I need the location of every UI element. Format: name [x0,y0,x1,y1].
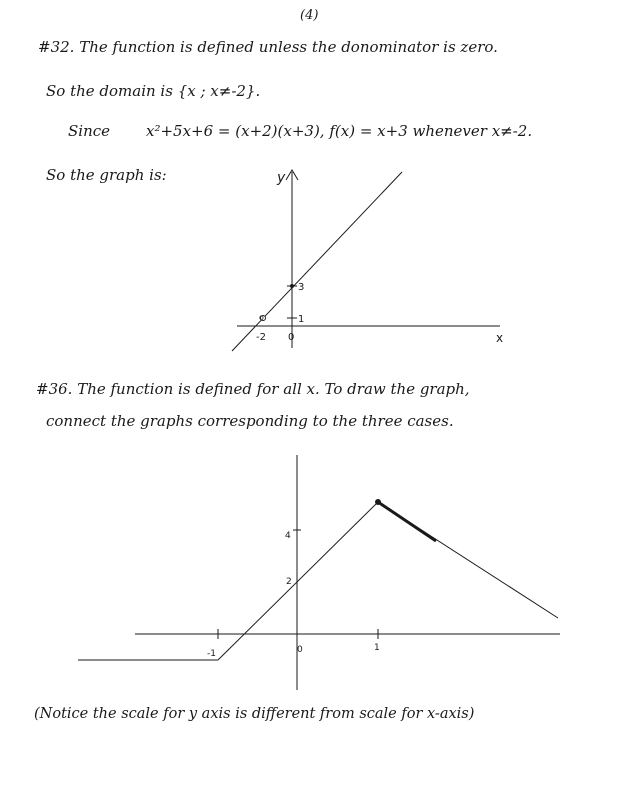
page-number: (4) [300,8,319,23]
problem32-line2: So the domain is {x ; x≠-2}. [46,82,261,100]
graph2-tick-label-neg1: -1 [207,649,216,659]
problem32-line3-since: Since [68,122,111,140]
graph1-point-3 [290,284,294,288]
scale-note: (Notice the scale for y axis is different from scale for x-axis) [34,706,475,722]
graph1-line-fx [232,172,402,351]
graph1-x-label: x [496,331,504,345]
problem32-line1: #32. The function is defined unless the donominator is zero. [38,38,498,56]
graph2-segment-right-emphasis [378,502,436,541]
graph1-tick-label-3: 3 [298,282,305,293]
graph2-tick-label-0: 0 [297,645,303,655]
graph1-tick-label-1: 1 [298,314,305,325]
graph2-segment-middle [218,502,378,660]
problem36-line1: #36. The function is defined for all x. To draw the graph, [36,380,470,398]
graph2-peak-point [375,499,381,505]
graph1-y-label: y [277,170,286,186]
graph2-tick-label-2: 2 [286,577,292,587]
problem32-line3-equation: x²+5x+6 = (x+2)(x+3), f(x) = x+3 whenever x≠-2. [146,122,533,140]
graph2-tick-label-4: 4 [285,531,291,541]
graph1-tick-label-0: 0 [288,332,295,343]
graph1-tick-label-neg2: -2 [256,332,266,343]
graph2-tick-label-1: 1 [374,643,380,653]
graph1-hole-label: o [259,313,264,322]
problem32-line4: So the graph is: [46,166,167,184]
problem36-line2: connect the graphs corresponding to the three cases. [46,412,454,430]
